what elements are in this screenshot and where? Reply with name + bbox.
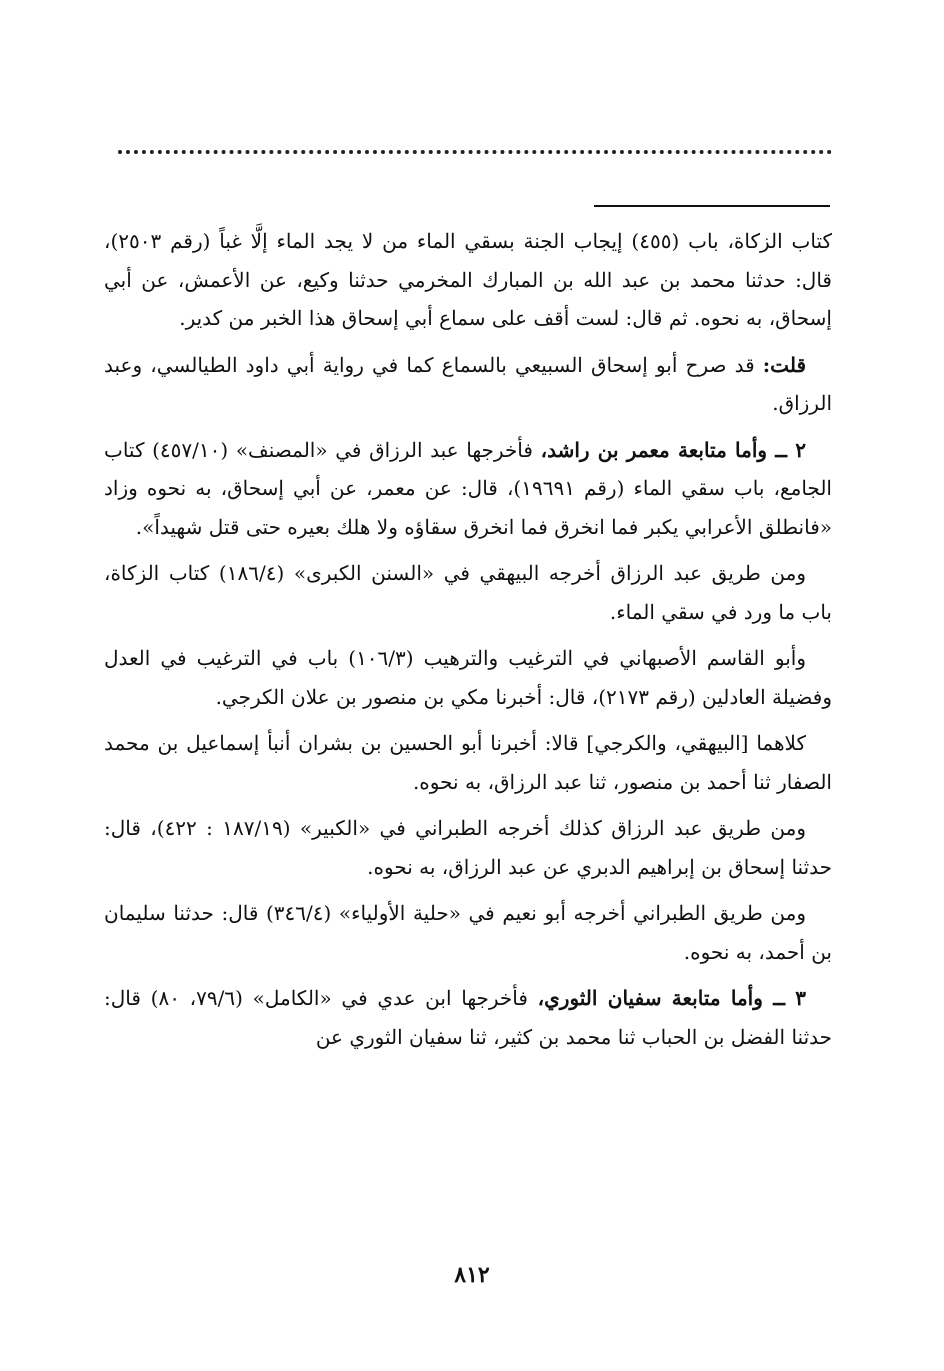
paragraph-4-text: ومن طريق عبد الرزاق أخرجه البيهقي في «السنن الكبرى» (١٨٦/٤) كتاب الزكاة، باب ما ورد في سقي الماء. xyxy=(104,561,832,624)
paragraph-3-text: فأخرجها عبد الرزاق في «المصنف» (٤٥٧/١٠) كتاب الجامع، باب سقي الماء (رقم ١٩٦٩١)، قال: عن معمر، عن أبي إسحاق، به نحوه وزاد «فانطلق الأعرابي يكبر فما انخرق فما انخرق سقاؤه ولا هلك بعيره حتى قتل شهيداً». xyxy=(104,437,832,539)
paragraph-6-text: كلاهما [البيهقي، والكرجي] قالا: أخبرنا أبو الحسين بن بشران أنبأ إسماعيل بن محمد الصفار ثنا أحمد بن منصور، ثنا عبد الرزاق، به نحوه. xyxy=(104,731,832,794)
paragraph-2 xyxy=(104,346,832,423)
paragraph-2-text: قد صرح أبو إسحاق السبيعي بالسماع كما في رواية أبي داود الطيالسي، وعبد الرزاق. xyxy=(104,352,832,415)
dotted-separator xyxy=(118,150,832,154)
paragraph-2-lead: قلت: xyxy=(762,352,806,377)
paragraph-8 xyxy=(104,894,832,971)
paragraph-9 xyxy=(104,979,832,1056)
paragraph-1-text: كتاب الزكاة، باب (٤٥٥) إيجاب الجنة بسقي الماء من لا يجد الماء إلَّا غباً (رقم ٢٥٠٣)، قال: حدثنا محمد بن عبد الله بن المبارك المخرمي حدثنا وكيع، عن الأعمش، عن أبي إسحاق، به نحوه. ثم قال: لست أقف على سماع أبي إسحاق هذا الخبر من كدير. xyxy=(104,229,832,330)
paragraph-9-text: فأخرجها ابن عدي في «الكامل» (٧٩/٦، ٨٠) قال: حدثنا الفضل بن الحباب ثنا محمد بن كثير، ثنا سفيان الثوري عن xyxy=(104,986,832,1049)
paragraph-8-text: ومن طريق الطبراني أخرجه أبو نعيم في «حلية الأولياء» (٣٤٦/٤) قال: حدثنا سليمان بن أحمد، به نحوه. xyxy=(104,901,832,964)
paragraph-3 xyxy=(104,431,832,547)
paragraph-6 xyxy=(104,724,832,801)
paragraph-7 xyxy=(104,809,832,886)
paragraph-5 xyxy=(104,639,832,716)
page-number: ٨١٢ xyxy=(454,1262,490,1288)
paragraph-9-lead: ٣ ــ وأما متابعة سفيان الثوري، xyxy=(537,986,807,1010)
paragraph-1 xyxy=(104,222,832,338)
paragraph-4 xyxy=(104,554,832,631)
paragraph-3-lead: ٢ ــ وأما متابعة معمر بن راشد، xyxy=(540,437,806,462)
paragraph-5-text: وأبو القاسم الأصبهاني في الترغيب والترهيب (١٠٦/٣) باب في الترغيب في العدل وفضيلة العادلين (رقم ٢١٧٣)، قال: أخبرنا مكي بن منصور بن علان الكرجي. xyxy=(104,646,832,709)
paragraph-7-text: ومن طريق عبد الرزاق كذلك أخرجه الطبراني في «الكبير» (١٨٧/١٩ : ٤٢٢)، قال: حدثنا إسحاق بن إبراهيم الدبري عن عبد الرزاق، به نحوه. xyxy=(104,816,832,879)
footnote-text xyxy=(104,222,832,1064)
footnote-rule xyxy=(594,205,830,207)
